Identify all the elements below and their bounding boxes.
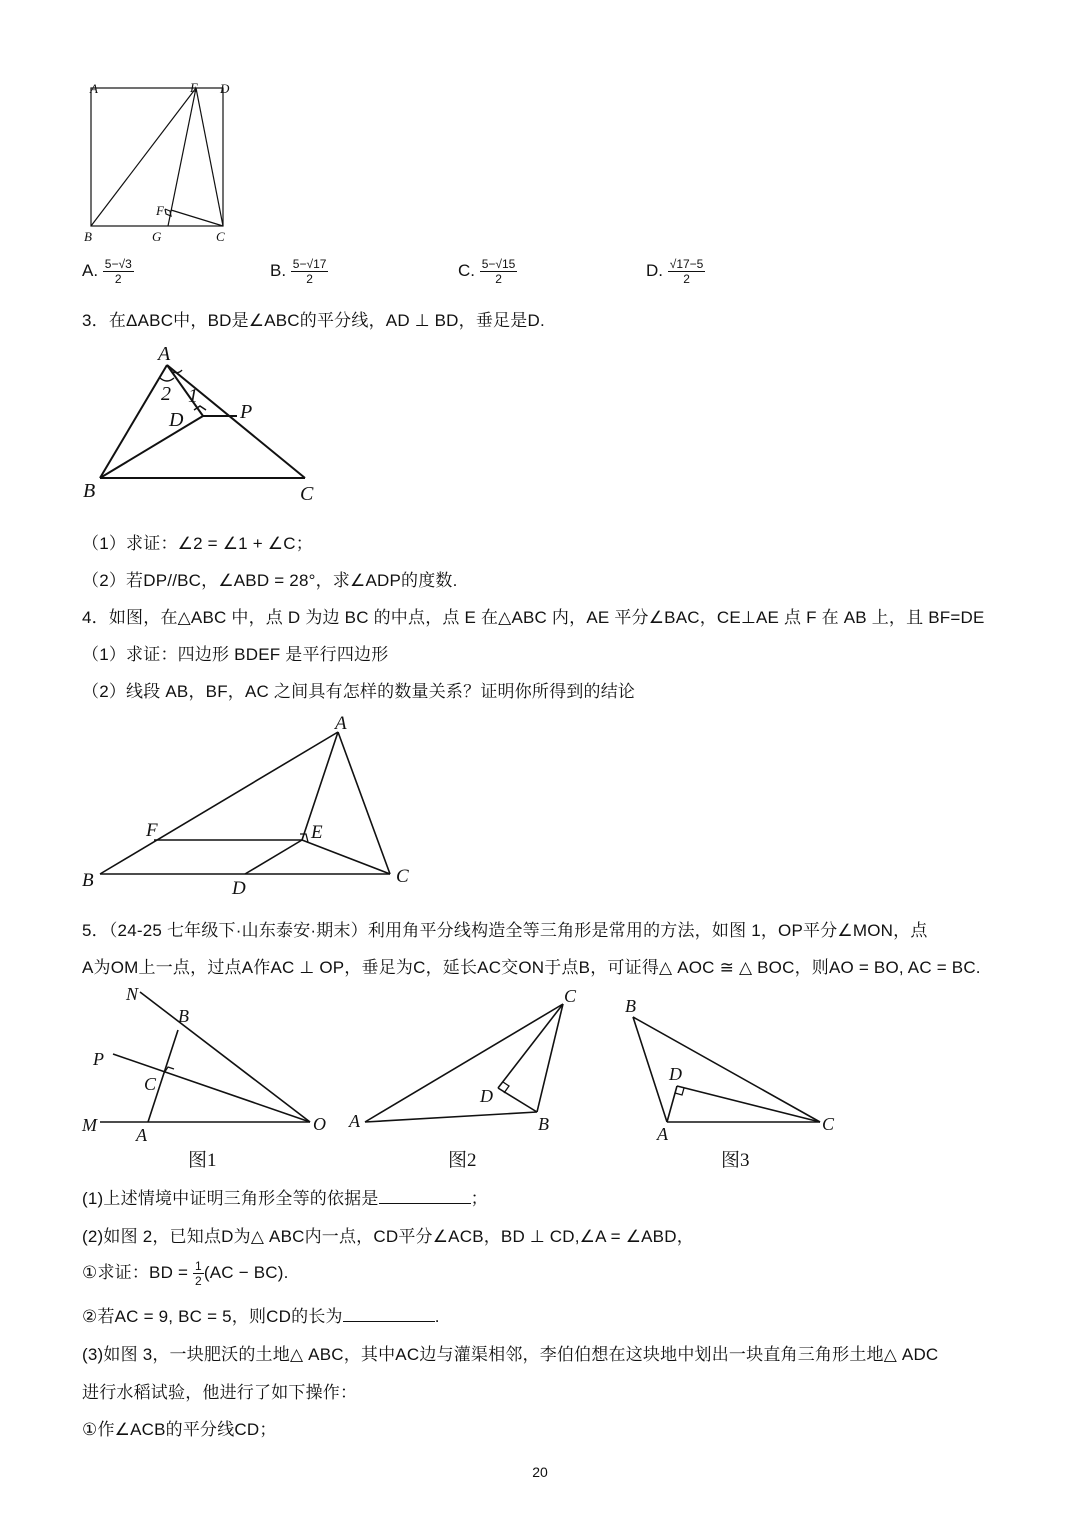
caption-fig3: 图3 (721, 1150, 750, 1171)
option-c-letter: C. (458, 260, 475, 280)
q4-statement: 4．如图，在△ABC 中，点 D 为边 BC 的中点，点 E 在△ABC 内，AE 平分∠BAC，CE⊥AE 点 F 在 AB 上，且 BF=DE (82, 608, 985, 627)
label-g: G (152, 229, 162, 244)
caption-fig2: 图2 (448, 1150, 477, 1171)
q5-part1-text: (1)上述情境中证明三角形全等的依据是 (82, 1189, 379, 1208)
label-e: E (190, 80, 198, 95)
option-a-fraction (103, 257, 134, 286)
segment-ac (365, 1004, 563, 1122)
label-e: E (311, 822, 323, 843)
q5-part2a-num: 1 (195, 1259, 202, 1274)
q5-part3-line3: ①作∠ACB的平分线CD； (82, 1420, 277, 1439)
option-a-num: 5−√3 (104, 257, 132, 271)
segment-ec (196, 88, 223, 226)
label-p: P (240, 401, 253, 423)
option-b-den: 2 (306, 272, 313, 286)
label-f: F (156, 203, 164, 218)
label-c: C (216, 229, 225, 244)
angle-arc-2 (160, 378, 174, 381)
label-f: F (146, 820, 158, 841)
option-c[interactable] (458, 257, 517, 286)
q5-part1 (82, 1184, 488, 1209)
option-a[interactable] (82, 257, 134, 286)
q3-sub1: （1）求证：∠2 = ∠1 + ∠C； (82, 534, 313, 553)
q5-part2a-fraction (193, 1259, 204, 1288)
q4-sub1: （1）求证：四边形 BDEF 是平行四边形 (82, 645, 389, 664)
label-d: D (669, 1064, 682, 1084)
label-b: B (625, 996, 636, 1016)
page-number: 20 (532, 1464, 548, 1480)
label-c: C (396, 866, 409, 887)
q3-sub2: （2）若DP//BC，∠ABD = 28°，求∠ADP的度数. (82, 571, 458, 590)
label-a: A (158, 343, 171, 365)
option-b-num: 5−√17 (292, 257, 327, 271)
q5-statement-line1: 5．（24-25 七年级下·山东泰安·期末）利用角平分线构造全等三角形是常用的方法，如图 1，OP平分∠MON，点 (82, 921, 928, 940)
segment-ac (338, 732, 390, 874)
label-b: B (538, 1114, 549, 1134)
option-b-fraction (291, 257, 329, 286)
label-angle-1: 1 (188, 385, 198, 407)
q5-part2b-text: ②若AC = 9, BC = 5，则CD的长为 (82, 1307, 343, 1326)
option-b[interactable] (270, 257, 328, 286)
segment-eg (168, 88, 196, 226)
segment-ec (302, 840, 390, 874)
segment-ab (100, 365, 167, 478)
segment-bd (100, 416, 203, 478)
option-c-den: 2 (495, 272, 502, 286)
q5-part2a-post: (AC − BC). (203, 1263, 289, 1282)
label-b: B (84, 229, 92, 244)
q3-figure (80, 340, 340, 510)
ray-on (140, 992, 310, 1122)
q4-sub2: （2）线段 AB，BF，AC 之间具有怎样的数量关系？证明你所得到的结论 (82, 682, 636, 701)
option-c-fraction (480, 257, 518, 286)
label-d: D (169, 409, 184, 431)
label-b: B (83, 480, 96, 502)
q5-statement-line2: A为OM上一点，过点A作AC ⊥ OP，垂足为C，延长AC交ON于点B，可证得△ AOC ≅ △ BOC，则AO = BO, AC = BC. (82, 958, 981, 977)
segment-ac (167, 365, 305, 478)
option-d[interactable] (646, 257, 705, 286)
segment-ab (100, 732, 338, 874)
option-b-letter: B. (270, 260, 287, 280)
segment-dc (677, 1086, 820, 1122)
label-o: O (313, 1114, 326, 1134)
label-c: C (564, 986, 577, 1006)
label-a: A (349, 1111, 360, 1131)
option-d-letter: D. (646, 260, 663, 280)
option-d-num: √17−5 (669, 257, 704, 271)
label-angle-2: 2 (161, 383, 171, 405)
option-c-num: 5−√15 (481, 257, 516, 271)
segment-fc (171, 210, 223, 226)
label-n: N (126, 984, 139, 1004)
label-a: A (136, 1125, 147, 1145)
segment-ab (365, 1112, 537, 1122)
label-m: M (82, 1115, 97, 1135)
q5-part2: (2)如图 2，已知点D为△ ABC内一点，CD平分∠ACB，BD ⊥ CD,∠A = ∠ABD， (82, 1227, 694, 1246)
label-a: A (657, 1124, 668, 1144)
option-a-den: 2 (114, 272, 122, 286)
option-d-den: 2 (683, 272, 690, 286)
segment-db (498, 1088, 537, 1112)
q5-part2a (82, 1258, 289, 1288)
q5-part2b-blank[interactable] (343, 1305, 435, 1322)
segment-ed (245, 840, 302, 874)
q5-part2b-end: . (434, 1307, 440, 1326)
q5-part2b (82, 1302, 440, 1327)
q5-part2a-pre: ①求证：BD = (82, 1263, 194, 1282)
label-d: D (480, 1086, 493, 1106)
label-p: P (93, 1049, 104, 1069)
caption-fig1: 图1 (188, 1150, 217, 1171)
label-b: B (178, 1006, 189, 1026)
label-b: B (82, 870, 94, 891)
q5-figure-2 (345, 982, 605, 1172)
label-d: D (220, 81, 230, 96)
label-a: A (90, 81, 98, 96)
q5-part3-line1: (3)如图 3，一块肥沃的土地△ ABC，其中AC边与灌渠相邻，李伯伯想在这块地中划出一块直角三角形土地△ ADC (82, 1345, 939, 1364)
square-figure (80, 78, 240, 248)
ray-op (113, 1054, 310, 1122)
q5-part3-line2: 进行水稻试验，他进行了如下操作： (82, 1383, 358, 1402)
segment-be (91, 88, 196, 226)
q5-part1-blank[interactable] (379, 1187, 471, 1204)
label-a: A (335, 713, 347, 734)
label-c: C (144, 1074, 157, 1094)
q4-figure (80, 712, 420, 902)
q5-figure-1 (80, 982, 340, 1172)
label-c: C (300, 483, 314, 505)
label-d: D (232, 878, 246, 899)
q5-part2a-den: 2 (195, 1274, 202, 1289)
option-a-letter: A. (82, 260, 99, 280)
q3-statement: 3．在ΔABC中，BD是∠ABC的平分线，AD ⊥ BD，垂足是D. (82, 311, 545, 330)
q5-figure-3 (615, 982, 855, 1172)
q5-part1-end: ； (470, 1189, 488, 1208)
segment-ad (667, 1086, 677, 1122)
segment-bc (633, 1017, 820, 1122)
option-d-fraction (668, 257, 706, 286)
label-c: C (822, 1114, 835, 1134)
